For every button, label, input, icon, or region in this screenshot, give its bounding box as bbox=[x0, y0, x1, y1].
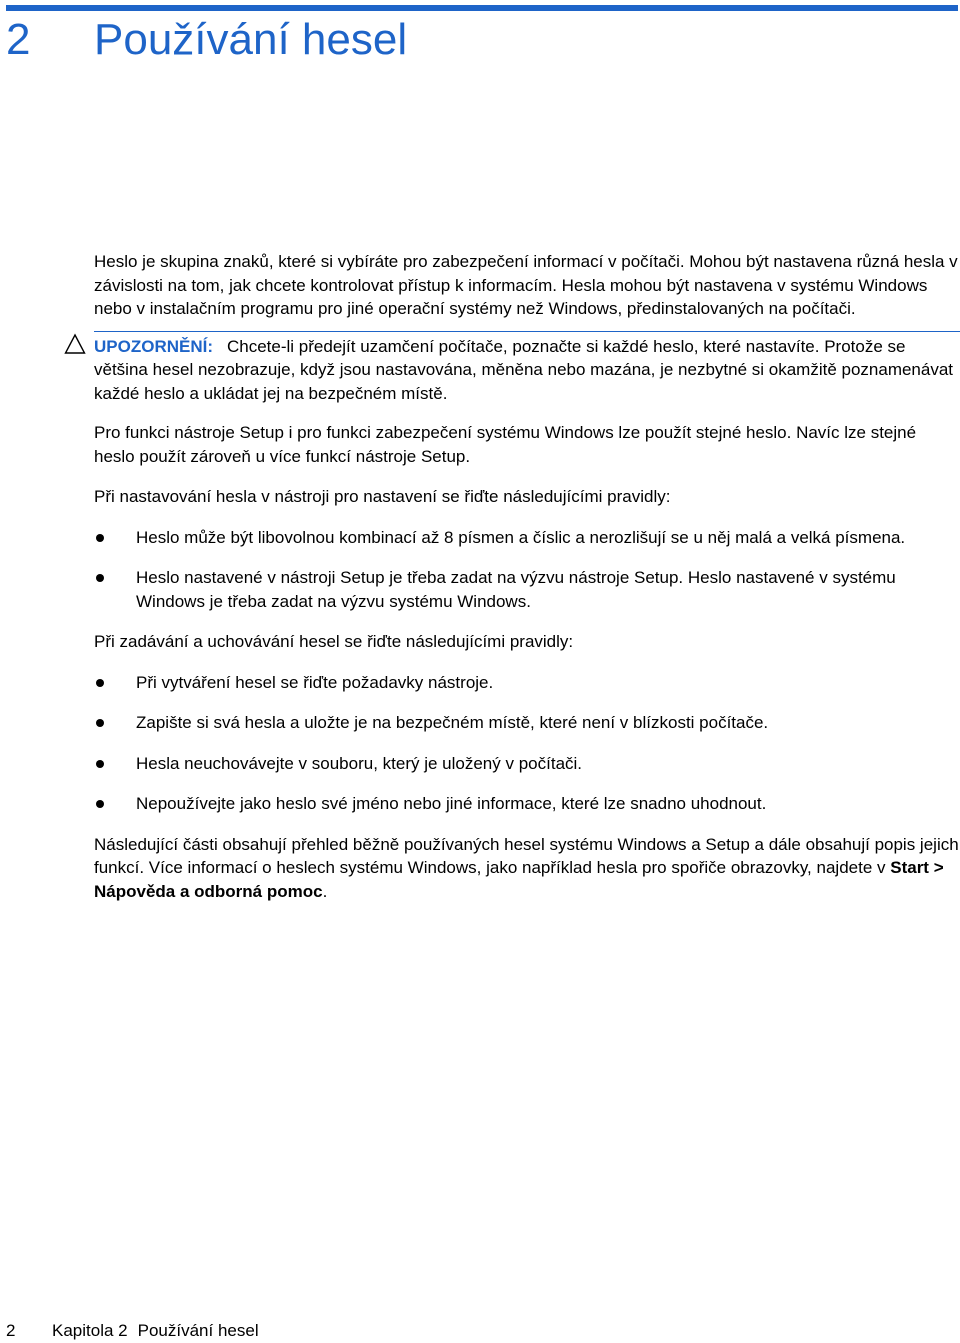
list-item: Nepoužívejte jako heslo své jméno nebo jiné informace, které lze snadno uhodnout. bbox=[94, 792, 960, 816]
page-number: 2 bbox=[6, 1321, 16, 1340]
bullet-dot-icon bbox=[96, 574, 104, 582]
setting-rules-list bbox=[94, 526, 960, 614]
footer-chapter-title: Používání hesel bbox=[137, 1321, 259, 1340]
caution-text: Chcete-li předejít uzamčení počítače, poznačte si každé heslo, které nastavíte. Protože se většina hesel nezobrazuje, když jsou nastavována, měněna nebo mazána, je nezbytné si okamžitě poznamenávat každé heslo a ukládat jej na bezpečném místě. bbox=[94, 336, 954, 403]
list-item: Hesla neuchovávejte v souboru, který je uložený v počítači. bbox=[94, 752, 960, 776]
caution-label: UPOZORNĚNÍ: bbox=[94, 336, 213, 356]
chapter-top-rule bbox=[6, 5, 958, 11]
chapter-title: Používání hesel bbox=[94, 15, 408, 64]
page-footer bbox=[6, 1320, 259, 1342]
list-item: Zapište si svá hesla a uložte je na bezpečném místě, které není v blízkosti počítače. bbox=[94, 711, 960, 735]
storing-rules-heading: Při zadávání a uchovávání hesel se řiďte následujícími pravidly: bbox=[94, 632, 574, 651]
intro-paragraph: Heslo je skupina znaků, které si vybíráte pro zabezpečení informací v počítači. Mohou být nastavena různá hesla v závislosti na tom, jak chcete kontrolovat přístup k informacím. Hesla mohou být nastavena v systému Windows nebo v instalačním programu pro jiné operační systémy než Windows, předinstalovaných na počítači. bbox=[94, 252, 958, 318]
list-item: Heslo nastavené v nástroji Setup je třeba zadat na výzvu nástroje Setup. Heslo nastavené v systému Windows je třeba zadat na výzvu systému Windows. bbox=[94, 566, 960, 613]
list-item: Heslo může být libovolnou kombinací až 8 písmen a číslic a nerozlišují se u něj malá a velká písmena. bbox=[94, 526, 960, 550]
list-item: Při vytváření hesel se řiďte požadavky nástroje. bbox=[94, 671, 960, 695]
setup-paragraph: Pro funkci nástroje Setup i pro funkci zabezpečení systému Windows lze použít stejné heslo. Navíc lze stejné heslo použít zároveň u více funkcí nástroje Setup. bbox=[94, 423, 917, 466]
bullet-dot-icon bbox=[96, 760, 104, 768]
footer-chapter-label: Kapitola 2 bbox=[52, 1321, 128, 1340]
bullet-dot-icon bbox=[96, 800, 104, 808]
caution-note bbox=[94, 331, 960, 406]
bullet-dot-icon bbox=[96, 719, 104, 727]
caution-triangle-icon bbox=[64, 333, 86, 355]
bullet-dot-icon bbox=[96, 534, 104, 542]
chapter-number: 2 bbox=[6, 15, 31, 64]
chapter-body bbox=[94, 250, 960, 903]
bullet-dot-icon bbox=[96, 679, 104, 687]
closing-paragraph: Následující části obsahují přehled běžně používaných hesel systému Windows a Setup a dále obsahují popis jejich funkcí. Více informací o heslech systému Windows, jako například hesla pro spořiče obrazovky, najdete v Start > Nápověda a odborná pomoc. bbox=[94, 834, 959, 901]
storing-rules-list bbox=[94, 671, 960, 816]
chapter-heading bbox=[6, 14, 407, 66]
menu-path: Start > Nápověda a odborná pomoc bbox=[94, 858, 944, 901]
setting-rules-heading: Při nastavování hesla v nástroji pro nastavení se řiďte následujícími pravidly: bbox=[94, 487, 671, 506]
